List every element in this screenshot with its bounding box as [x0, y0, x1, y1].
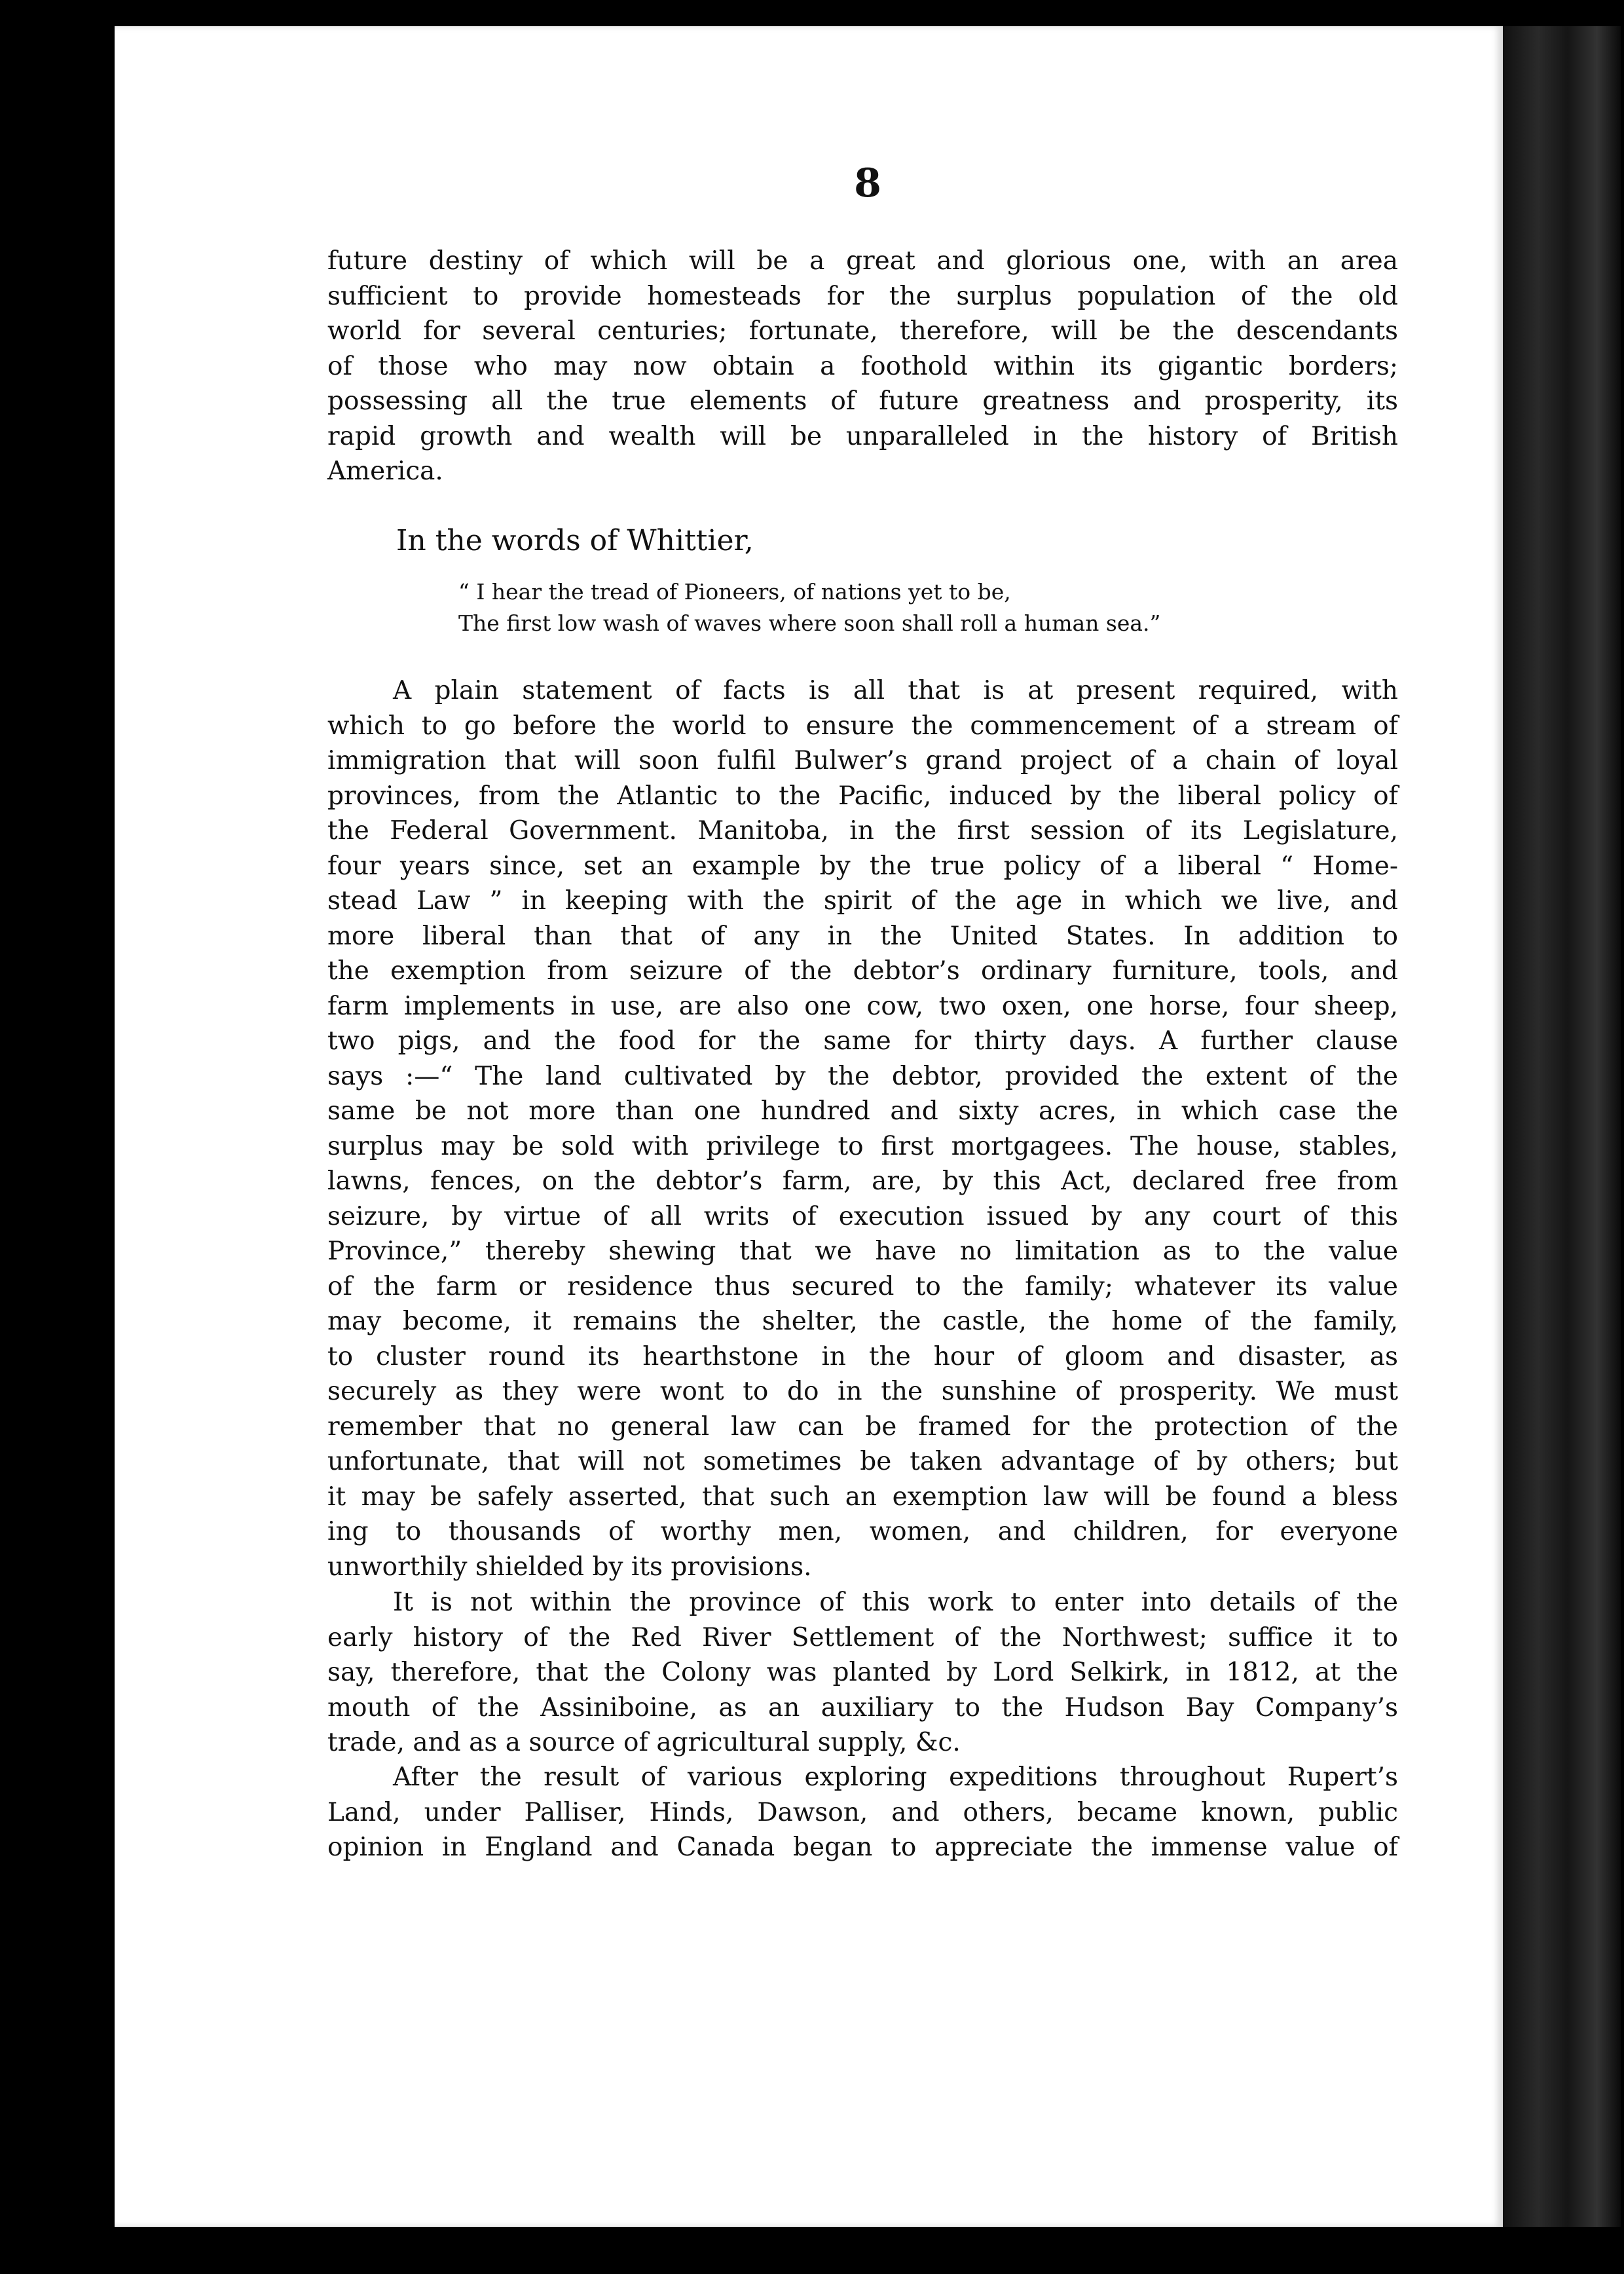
text-line: seizure, by virtue of all writs of execution issued by any court of this — [327, 1201, 1398, 1231]
text-line: of the farm or residence thus secured to the family; whatever its value — [327, 1271, 1398, 1301]
quote-line-2: The first low wash of waves where soon shall roll a human sea.” — [458, 610, 1161, 636]
text-line: may become, it remains the shelter, the castle, the home of the family, — [327, 1307, 1398, 1336]
text-line: say, therefore, that the Colony was planted by Lord Selkirk, in 1812, at the — [327, 1658, 1398, 1687]
text-line: more liberal than that of any in the United States. In addition to — [327, 921, 1398, 951]
text-line: possessing all the true elements of future greatness and prosperity, its — [327, 386, 1398, 416]
whittier-intro: In the words of Whittier, — [396, 524, 754, 557]
quote-line-1: “ I hear the tread of Pioneers, of nations yet to be, — [458, 579, 1011, 605]
paragraph-continuation — [327, 244, 1398, 489]
text-line: ing to thousands of worthy men, women, and children, for everyone — [327, 1517, 1398, 1546]
text-line: stead Law ” in keeping with the spirit of the age in which we live, and — [327, 886, 1398, 916]
text-line: says :—“ The land cultivated by the debtor, provided the extent of the — [327, 1061, 1398, 1091]
text-line: Province,” thereby shewing that we have no limitation as to the value — [327, 1237, 1398, 1266]
text-line: immigration that will soon fulfil Bulwer’s grand project of a chain of loyal — [327, 746, 1398, 775]
text-line: unfortunate, that will not sometimes be taken advantage of by others; but — [327, 1447, 1398, 1476]
text-line: two pigs, and the food for the same for thirty days. A further clause — [327, 1026, 1398, 1056]
text-line: sufficient to provide homesteads for the surplus population of the old — [327, 281, 1398, 311]
text-line: opinion in England and Canada began to appreciate the immense value of — [327, 1833, 1398, 1862]
paragraph-homestead-law — [327, 673, 1398, 1584]
text-line: Land, under Palliser, Hinds, Dawson, and others, became known, public — [327, 1797, 1398, 1827]
text-line: mouth of the Assiniboine, as an auxiliary to the Hudson Bay Company’s — [327, 1692, 1398, 1723]
text-line: provinces, from the Atlantic to the Pacific, induced by the liberal policy of — [327, 781, 1398, 811]
text-line: securely as they were wont to do in the sunshine of prosperity. We must — [327, 1377, 1398, 1406]
text-line: which to go before the world to ensure the commencement of a stream of — [327, 711, 1398, 741]
text-line: A plain statement of facts is all that is at present required, with — [393, 676, 1398, 705]
text-line: it may be safely asserted, that such an exemption law will be found a bless — [327, 1482, 1398, 1512]
paragraph-exploring — [327, 1760, 1398, 1865]
text-line: lawns, fences, on the debtor’s farm, are, by this Act, declared free from — [327, 1166, 1398, 1196]
text-line: to cluster round its hearthstone in the hour of gloom and disaster, as — [327, 1341, 1398, 1371]
text-line: world for several centuries; fortunate, therefore, will be the descendants — [327, 316, 1398, 346]
text-line: unworthily shielded by its provisions. — [327, 1552, 812, 1582]
whittier-quote — [458, 576, 1160, 639]
text-line: early history of the Red River Settlement of the Northwest; suffice it to — [327, 1622, 1398, 1652]
text-line: farm implements in use, are also one cow, two oxen, one horse, four sheep, — [327, 991, 1398, 1021]
text-line: America. — [327, 457, 443, 486]
text-line: It is not within the province of this work to enter into details of the — [393, 1588, 1398, 1617]
page-number: 8 — [854, 160, 881, 206]
text-line: future destiny of which will be a great and glorious one, with an area — [327, 246, 1398, 276]
text-line: four years since, set an example by the true policy of a liberal “ Home- — [327, 851, 1398, 881]
paragraph-red-river — [327, 1585, 1398, 1761]
text-line: trade, and as a source of agricultural supply, &c. — [327, 1728, 961, 1757]
text-line: rapid growth and wealth will be unparalleled in the history of British — [327, 421, 1398, 451]
text-line: same be not more than one hundred and sixty acres, in which case the — [327, 1096, 1398, 1126]
text-line: surplus may be sold with privilege to first mortgagees. The house, stables, — [327, 1131, 1398, 1161]
text-line: of those who may now obtain a foothold within its gigantic borders; — [327, 351, 1398, 381]
text-line: the Federal Government. Manitoba, in the first session of its Legislature, — [327, 816, 1398, 846]
text-line: After the result of various exploring expeditions throughout Rupert’s — [393, 1762, 1398, 1792]
book-edge — [1503, 26, 1621, 2227]
text-line: the exemption from seizure of the debtor’s ordinary furniture, tools, and — [327, 956, 1398, 986]
text-line: remember that no general law can be framed for the protection of the — [327, 1411, 1398, 1442]
